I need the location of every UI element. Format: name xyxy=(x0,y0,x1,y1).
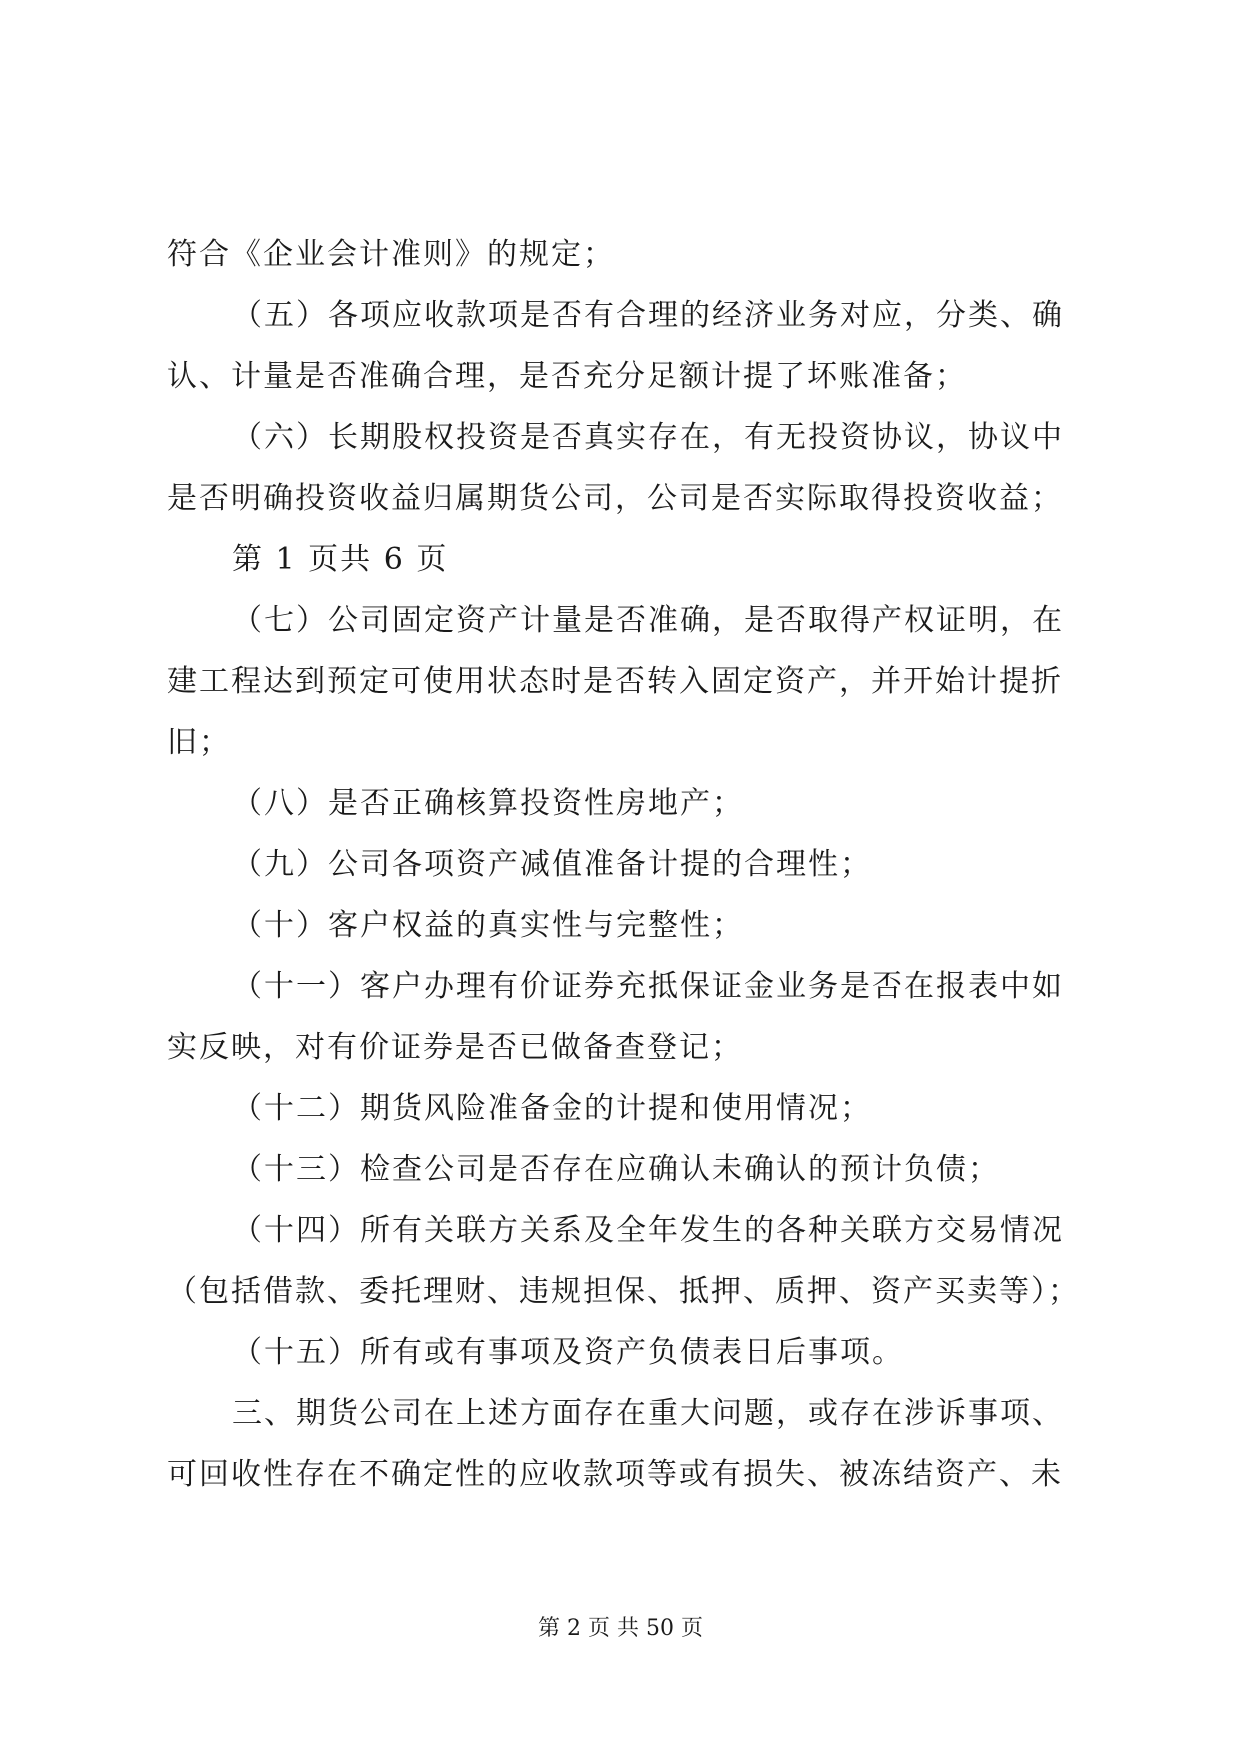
document-body xyxy=(167,224,1087,1505)
text-line: 可回收性存在不确定性的应收款项等或有损失、被冻结资产、未 xyxy=(167,1457,1063,1492)
text-line: 建工程达到预定可使用状态时是否转入固定资产，并开始计提折 xyxy=(167,664,1063,699)
text-line: （八）是否正确核算投资性房地产； xyxy=(232,786,744,821)
text-line: 第 1 页共 6 页 xyxy=(232,542,449,577)
text-line: （十二）期货风险准备金的计提和使用情况； xyxy=(232,1091,872,1126)
text-line: 旧； xyxy=(167,725,231,760)
text-line: 认、计量是否准确合理，是否充分足额计提了坏账准备； xyxy=(167,359,967,394)
text-line: 是否明确投资收益归属期货公司，公司是否实际取得投资收益； xyxy=(167,481,1063,516)
text-line: （六）长期股权投资是否真实存在，有无投资协议，协议中 xyxy=(232,420,1064,455)
text-line: 实反映，对有价证券是否已做备查登记； xyxy=(167,1030,743,1065)
text-line: （十五）所有或有事项及资产负债表日后事项。 xyxy=(232,1335,904,1370)
text-line: 符合《企业会计准则》的规定； xyxy=(167,237,615,272)
text-line: （十一）客户办理有价证券充抵保证金业务是否在报表中如 xyxy=(232,969,1064,1004)
text-line: （十）客户权益的真实性与完整性； xyxy=(232,908,744,943)
text-line: （包括借款、委托理财、违规担保、抵押、质押、资产买卖等）； xyxy=(167,1274,1080,1309)
text-line: （十四）所有关联方关系及全年发生的各种关联方交易情况 xyxy=(232,1213,1064,1248)
text-line: 三、期货公司在上述方面存在重大问题，或存在涉诉事项、 xyxy=(232,1396,1064,1431)
text-line: （七）公司固定资产计量是否准确，是否取得产权证明，在 xyxy=(232,603,1064,638)
text-line: （五）各项应收款项是否有合理的经济业务对应，分类、确 xyxy=(232,298,1064,333)
text-line: （九）公司各项资产减值准备计提的合理性； xyxy=(232,847,872,882)
text-line: （十三）检查公司是否存在应确认未确认的预计负债； xyxy=(232,1152,1000,1187)
page-footer: 第 2 页 共 50 页 xyxy=(538,1616,703,1641)
